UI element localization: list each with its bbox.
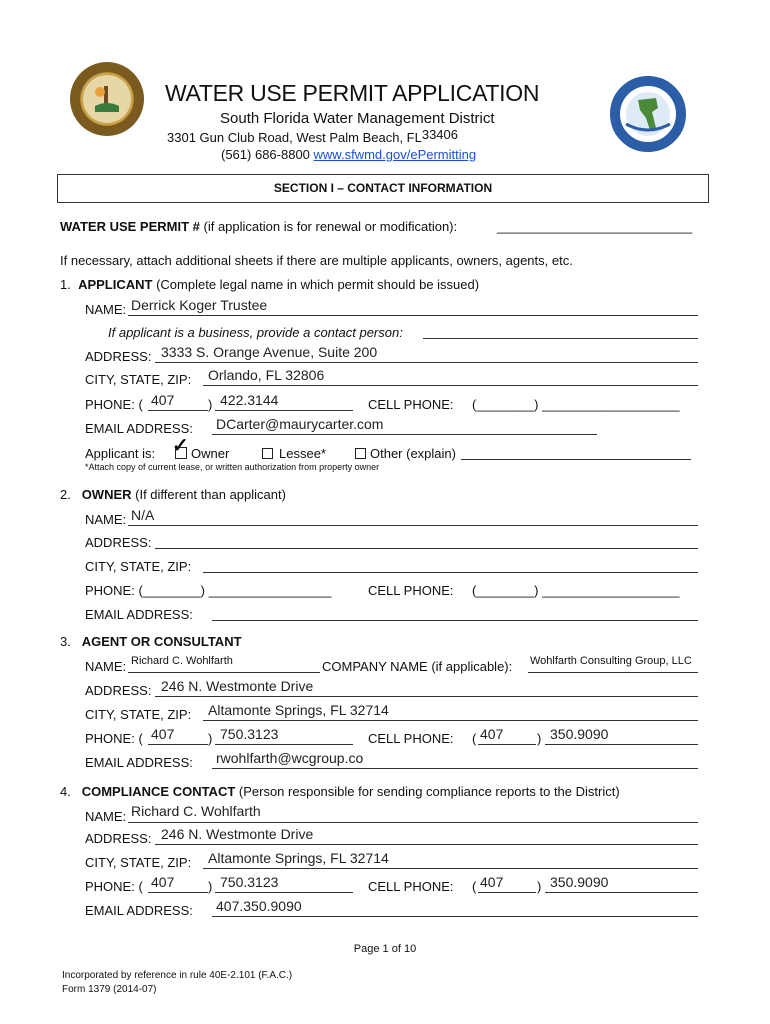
owner-cell-label: CELL PHONE: [368,583,454,598]
applicant-phone-area-value: 407 [151,392,175,408]
agent-address-field[interactable] [155,696,698,697]
owner-name-label: NAME: [85,512,127,527]
business-contact-note: If applicant is a business, provide a contact person: [108,325,403,340]
owner-cell-field[interactable]: (________) ___________________ [472,583,680,598]
compliance-cell-value: 350.9090 [550,874,609,890]
agent-phone-label: PHONE: ( [85,731,143,746]
agent-email-field[interactable] [212,768,698,769]
owner-address-label: ADDRESS: [85,535,152,550]
agent-phone-field[interactable] [215,744,353,745]
applicant-address-field[interactable] [155,362,698,363]
applicant-cell-label: CELL PHONE: [368,397,454,412]
applicant-address-label: ADDRESS: [85,349,152,364]
agent-cell-open: ( [472,731,477,746]
compliance-csz-label: CITY, STATE, ZIP: [85,855,192,870]
agent-phone-paren: ) [208,731,213,746]
applicant-phone-value: 422.3144 [220,392,279,408]
compliance-cell-area-value: 407 [480,874,504,890]
owner-email-label: EMAIL ADDRESS: [85,607,193,622]
owner-phone-field[interactable]: PHONE: (________) _________________ [85,583,332,598]
applicant-name-label: NAME: [85,302,127,317]
agent-phone-area-field[interactable] [148,744,208,745]
agent-name-field[interactable] [128,672,320,673]
agent-cell-field[interactable] [545,744,698,745]
agent-heading: 3. AGENT OR CONSULTANT [60,634,242,649]
applicant-cell-field[interactable]: (________) ___________________ [472,397,680,412]
owner-name-value: N/A [131,507,155,523]
compliance-cell-field[interactable] [545,892,698,893]
applicant-email-field[interactable] [212,434,597,435]
compliance-email-field[interactable] [212,916,698,917]
applicant-phone-label: PHONE: ( [85,397,143,412]
district-seal-logo [610,76,686,152]
multiple-applicants-note: If necessary, attach additional sheets if there are multiple applicants, owners, agents, etc. [60,253,573,268]
applicant-email-value: DCarter@maurycarter.com [216,416,384,432]
compliance-csz-field[interactable] [203,868,698,869]
compliance-phone-label: PHONE: ( [85,879,143,894]
owner-name-field[interactable] [128,525,698,526]
applicant-phone-field[interactable] [215,410,353,411]
agent-cell-paren: ) [537,731,542,746]
applicant-address-value: 3333 S. Orange Avenue, Suite 200 [161,344,378,360]
other-checkbox[interactable] [355,448,366,459]
agent-cell-area-value: 407 [480,726,504,742]
applicant-csz-field[interactable] [203,385,698,386]
agent-csz-label: CITY, STATE, ZIP: [85,707,192,722]
agent-name-label: NAME: [85,659,127,674]
owner-address-field[interactable] [155,548,698,549]
applicant-email-label: EMAIL ADDRESS: [85,421,193,436]
applicant-name-field[interactable] [128,315,698,316]
permit-number-label: WATER USE PERMIT # (if application is for renewal or modification): [60,219,458,234]
agent-company-value: Wohlfarth Consulting Group, LLC [530,655,692,667]
owner-heading: 2. OWNER (If different than applicant) [60,487,286,502]
compliance-email-label: EMAIL ADDRESS: [85,903,193,918]
owner-csz-label: CITY, STATE, ZIP: [85,559,192,574]
agent-name-value: Richard C. Wohlfarth [131,655,233,667]
district-zip: 33406 [421,127,458,142]
compliance-address-field[interactable] [155,844,698,845]
applicant-phone-paren: ) [208,397,213,412]
agent-company-field[interactable] [528,672,698,673]
compliance-cell-label: CELL PHONE: [368,879,454,894]
owner-check-mark: ✓ [172,435,189,457]
agent-phone-area-value: 407 [151,726,175,742]
agent-csz-field[interactable] [203,720,698,721]
agent-company-label: COMPANY NAME (if applicable): [322,659,513,674]
lessee-option-label: Lessee* [279,446,326,461]
district-contact [221,147,476,162]
form-title: WATER USE PERMIT APPLICATION [165,80,540,106]
district-name: South Florida Water Management District [220,110,495,127]
agent-email-label: EMAIL ADDRESS: [85,755,193,770]
compliance-phone-field[interactable] [215,892,353,893]
lease-footnote: *Attach copy of current lease, or written authorization from property owner [85,462,380,472]
agent-phone-value: 750.3123 [220,726,279,742]
applicant-heading: 1. APPLICANT (Complete legal name in which permit should be issued) [60,277,480,292]
compliance-name-label: NAME: [85,809,127,824]
applicant-csz-value: Orlando, FL 32806 [208,367,325,383]
lessee-checkbox[interactable] [262,448,273,459]
permit-number-field[interactable]: ___________________________ [497,219,693,234]
other-option-label: Other (explain) [370,446,456,461]
agent-address-label: ADDRESS: [85,683,152,698]
compliance-phone-value: 750.3123 [220,874,279,890]
compliance-address-value: 246 N. Westmonte Drive [161,826,314,842]
compliance-email-value: 407.350.9090 [216,898,302,914]
agent-email-value: rwohlfarth@wcgroup.co [216,750,364,766]
agent-cell-value: 350.9090 [550,726,609,742]
agent-cell-area-field[interactable] [478,744,536,745]
form-number: Form 1379 (2014-07) [62,984,157,995]
agent-address-value: 246 N. Westmonte Drive [161,678,314,694]
business-contact-field[interactable] [423,338,698,339]
other-explain-field[interactable] [461,459,691,460]
applicant-name-value: Derrick Koger Trustee [131,297,268,313]
compliance-address-label: ADDRESS: [85,831,152,846]
district-phone: (561) 686-8800 [221,147,310,162]
owner-email-field[interactable] [212,620,698,621]
district-address: 3301 Gun Club Road, West Palm Beach, FL33406 [167,127,458,145]
compliance-cell-open: ( [472,879,477,894]
compliance-name-value: Richard C. Wohlfarth [131,803,261,819]
agent-cell-label: CELL PHONE: [368,731,454,746]
agent-csz-value: Altamonte Springs, FL 32714 [208,702,389,718]
applicant-csz-label: CITY, STATE, ZIP: [85,372,192,387]
compliance-phone-paren: ) [208,879,213,894]
epermitting-link[interactable]: www.sfwmd.gov/ePermitting [313,147,477,162]
applicant-type-row [85,446,155,461]
compliance-heading: 4. COMPLIANCE CONTACT (Person responsible for sending compliance reports to the District) [60,784,620,799]
compliance-csz-value: Altamonte Springs, FL 32714 [208,850,389,866]
compliance-phone-area-field[interactable] [148,892,208,893]
owner-option-label: Owner [191,446,230,461]
section-title: SECTION I – CONTACT INFORMATION [273,181,493,195]
owner-csz-field[interactable] [203,572,698,573]
compliance-cell-area-field[interactable] [478,892,536,893]
state-seal-logo [70,62,144,136]
applicant-type-label: Applicant is: [85,446,156,461]
page-number: Page 1 of 10 [353,943,417,955]
compliance-phone-area-value: 407 [151,874,175,890]
rule-reference: Incorporated by reference in rule 40E-2.101 (F.A.C.) [62,970,293,981]
compliance-name-field[interactable] [128,822,698,823]
applicant-phone-area-field[interactable] [148,410,208,411]
compliance-cell-paren: ) [537,879,542,894]
